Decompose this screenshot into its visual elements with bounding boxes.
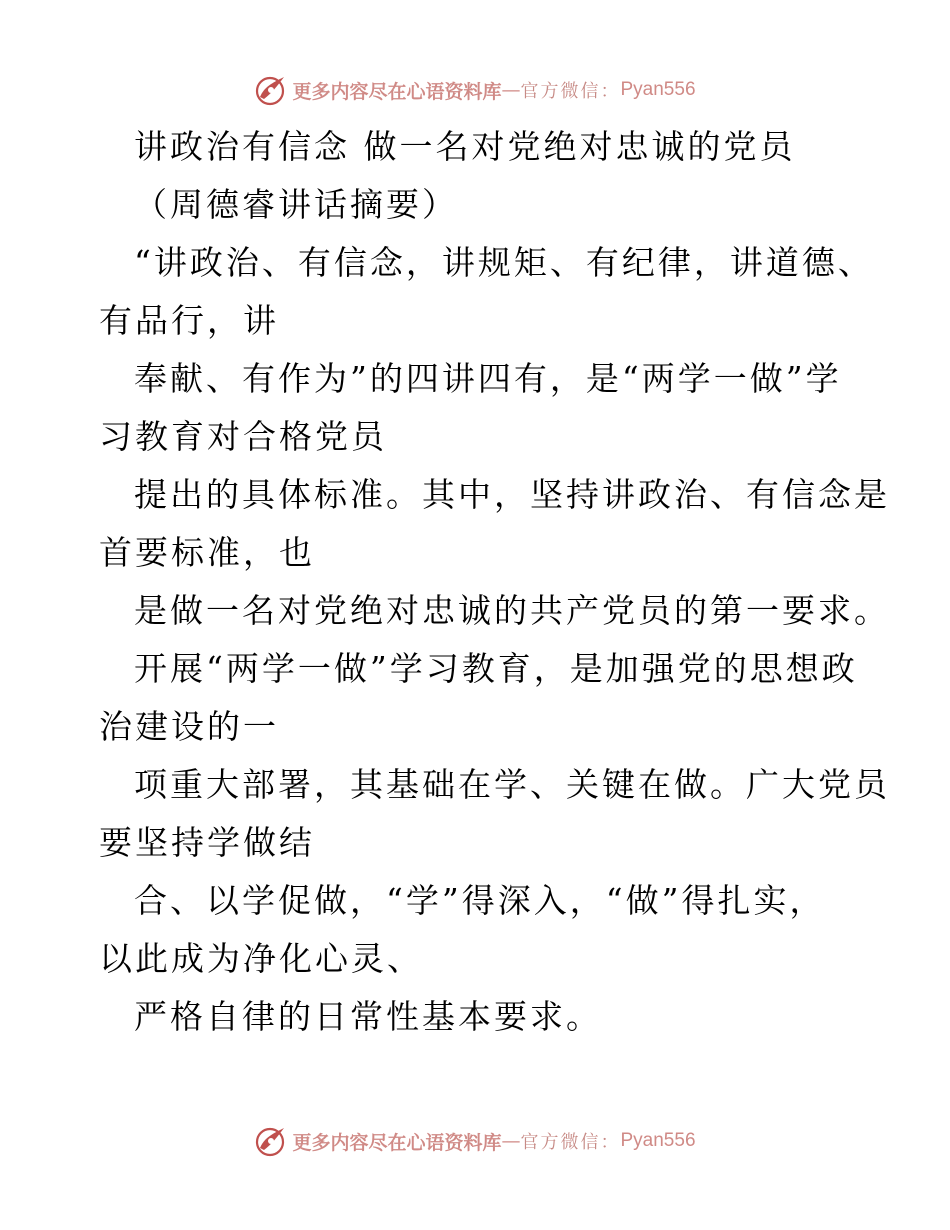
watermark-id: Pyan556: [620, 79, 696, 100]
paragraph-line: 习教育对合格党员: [99, 417, 387, 456]
paragraph-line: 治建设的一: [99, 707, 279, 746]
paragraph-line: 首要标准，也: [99, 533, 315, 572]
doc-subtitle: （周德睿讲话摘要）: [134, 185, 458, 224]
paragraph-line: 奉献、有作为”的四讲四有，是“两学一做”学: [134, 359, 842, 398]
paragraph-line: 严格自律的日常性基本要求。: [134, 997, 602, 1036]
watermark-sub-text: 官方微信：: [520, 1132, 621, 1153]
paragraph-line: 以此成为净化心灵、: [99, 939, 423, 978]
paragraph-line: 开展“两学一做”学习教育，是加强党的思想政: [134, 649, 858, 688]
paragraph-line: 是做一名对党绝对忠诚的共产党员的第一要求。: [134, 591, 890, 630]
paragraph-line: 合、以学促做，“学”得深入，“做”得扎实，: [134, 881, 826, 920]
pen-logo-icon: [254, 73, 288, 107]
watermark-separator: —: [501, 1130, 521, 1152]
pen-logo-icon: [254, 1124, 288, 1158]
watermark-main-text: 更多内容尽在心语资料库: [292, 1131, 502, 1154]
paragraph-line: 有品行，讲: [99, 301, 279, 340]
footer-watermark: [0, 1121, 950, 1161]
paragraph-line: 项重大部署，其基础在学、关键在做。广大党员: [134, 765, 890, 804]
watermark-id: Pyan556: [620, 1130, 696, 1151]
paragraph-line: “讲政治、有信念，讲规矩、有纪律，讲道德、: [134, 243, 874, 282]
doc-title: 讲政治有信念 做一名对党绝对忠诚的党员: [134, 127, 796, 166]
watermark-main-text: 更多内容尽在心语资料库: [292, 80, 502, 103]
watermark-sub-text: 官方微信：: [520, 81, 621, 102]
paragraph-line: 要坚持学做结: [99, 823, 315, 862]
header-watermark: [0, 70, 950, 110]
watermark-separator: —: [501, 79, 521, 101]
paragraph-line: 提出的具体标准。其中，坚持讲政治、有信念是: [134, 475, 890, 514]
